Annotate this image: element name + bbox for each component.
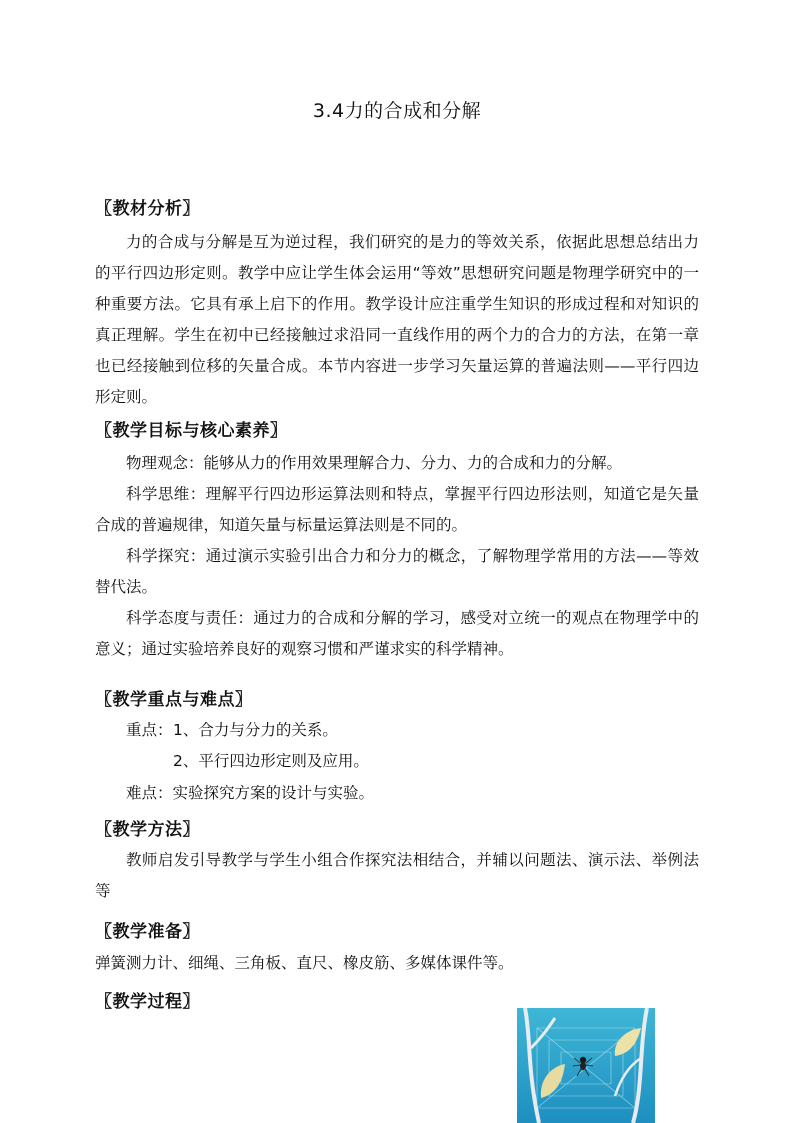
section-heading-analysis: 〖教材分析〗 bbox=[95, 199, 200, 219]
goal-item-scientific-inquiry: 科学探究：通过演示实验引出合力和分力的概念，了解物理学常用的方法——等效替代法。 bbox=[95, 547, 699, 596]
keypoint-focus-label: 重点： bbox=[126, 721, 173, 739]
methods-paragraph: 教师启发引导教学与学生小组合作探究法相结合，并辅以问题法、演示法、举例法等 bbox=[95, 851, 699, 900]
section-heading-process: 〖教学过程〗 bbox=[95, 992, 200, 1012]
section-heading-keypoints: 〖教学重点与难点〗 bbox=[95, 690, 253, 710]
goal-item-physics-concept: 物理观念：能够从力的作用效果理解合力、分力、力的合成和力的分解。 bbox=[126, 454, 623, 472]
page-title: 3.4力的合成和分解 bbox=[312, 100, 482, 122]
section-heading-goals: 〖教学目标与核心素养〗 bbox=[95, 421, 288, 441]
preparation-materials: 弹簧测力计、细绳、三角板、直尺、橡皮筋、多媒体课件等。 bbox=[95, 954, 514, 972]
keypoint-difficulty: 难点：实验探究方案的设计与实验。 bbox=[126, 784, 375, 802]
keypoint-focus-1: 1、合力与分力的关系。 bbox=[173, 721, 338, 739]
section-heading-methods: 〖教学方法〗 bbox=[95, 820, 200, 840]
spider-web-illustration bbox=[517, 1008, 655, 1123]
keypoint-focus-2: 2、平行四边形定则及应用。 bbox=[173, 752, 369, 770]
analysis-paragraph: 力的合成与分解是互为逆过程，我们研究的是力的等效关系，依据此思想总结出力的平行四边形定则。教学中应让学生体会运用“等效”思想研究问题是物理学研究中的一种重要方法。它具有承上启下的作用。教学设计应注重学生知识的形成过程和对知识的真正理解。学生在初中已经接触过求沿同一直线作用的两个力的合力的方法，在第一章也已经接触到位移的矢量合成。本节内容进一步学习矢量运算的普遍法则——平行四边形定则。 bbox=[95, 233, 699, 406]
goal-item-scientific-thinking: 科学思维：理解平行四边形运算法则和特点，掌握平行四边形法则，知道它是矢量合成的普遍规律，知道矢量与标量运算法则是不同的。 bbox=[95, 485, 699, 534]
goal-item-scientific-attitude: 科学态度与责任：通过力的合成和分解的学习，感受对立统一的观点在物理学中的意义；通过实验培养良好的观察习惯和严谨求实的科学精神。 bbox=[95, 609, 699, 658]
section-heading-preparation: 〖教学准备〗 bbox=[95, 922, 200, 942]
